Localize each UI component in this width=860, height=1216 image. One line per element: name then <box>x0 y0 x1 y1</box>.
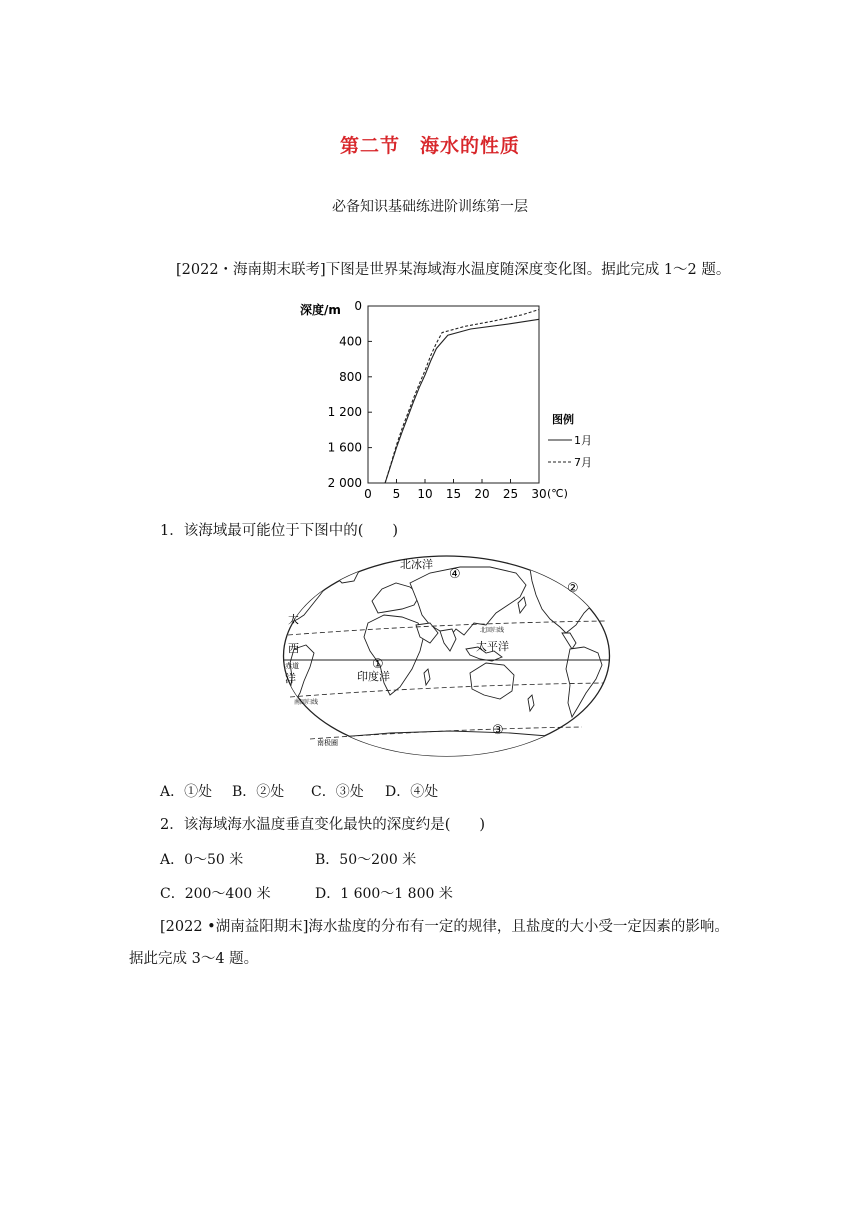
label-indian-ocean: 印度洋 <box>357 670 390 683</box>
intro-question-1-2: [2022・海南期末联考]下图是世界某海域海水温度随深度变化图。据此完成 1～2 题。 <box>176 262 731 278</box>
x-tick-label: 30 <box>531 487 547 501</box>
intro-question-3-4-line2: 据此完成 3～4 题。 <box>129 951 259 967</box>
marker-1: ① <box>372 657 384 672</box>
legend-title: 图例 <box>552 413 574 426</box>
label-equator: 赤道 <box>285 662 299 670</box>
x-tick-label: 0 <box>364 487 372 501</box>
q1-option-d: D．④处 <box>385 784 439 800</box>
intro-question-3-4-line1: [2022 •湖南益阳期末]海水盐度的分布有一定的规律，且盐度的大小受一定因素的影响。 <box>160 919 729 935</box>
question-1-stem: 1．该海域最可能位于下图中的( ) <box>160 523 399 539</box>
marker-3: ③ <box>492 723 504 738</box>
series-line-jul <box>385 310 539 483</box>
q2-option-c: C．200～400 米 <box>160 886 271 902</box>
section-subtitle: 必备知识基础练进阶训练第一层 <box>332 199 528 215</box>
q1-option-b: B．②处 <box>232 784 285 800</box>
y-tick-label: 0 <box>354 299 362 313</box>
x-tick-label: 5 <box>392 487 401 501</box>
label-antarctic-circle: 南极圈 <box>317 739 338 747</box>
label-tropic-capricorn: 南回归线 <box>294 699 319 706</box>
question-2-stem: 2．该海域海水温度垂直变化最快的深度约是( ) <box>160 817 486 833</box>
q2-option-d: D．1 600～1 800 米 <box>315 886 453 902</box>
x-tick-label: 10 <box>417 487 433 501</box>
legend-label-jan: 1月 <box>574 434 592 447</box>
label-atlantic-tai: 太 <box>288 613 299 626</box>
q1-option-c: C．③处 <box>311 784 364 800</box>
x-tick-label: 20 <box>474 487 490 501</box>
label-arctic-ocean: 北冰洋 <box>400 558 433 571</box>
q2-option-a: A．0～50 米 <box>160 852 244 868</box>
x-tick-label: 15 <box>445 487 462 501</box>
y-axis-label: 深度/m <box>300 303 341 317</box>
marker-4: ④ <box>449 567 461 582</box>
y-tick-label: 1 200 <box>327 405 362 420</box>
label-pacific-ocean: 太平洋 <box>476 640 509 653</box>
world-map <box>280 553 613 759</box>
x-axis-unit: (℃) <box>547 487 568 500</box>
label-atlantic-yang: 洋 <box>285 672 296 685</box>
series-line-jan <box>385 319 539 483</box>
y-tick-label: 1 600 <box>327 440 362 455</box>
label-tropic-cancer: 北回归线 <box>480 627 505 634</box>
marker-2: ② <box>567 581 579 596</box>
y-tick-label: 800 <box>339 369 362 384</box>
legend-label-jul: 7月 <box>574 456 592 469</box>
temperature-depth-chart <box>290 296 610 504</box>
section-title: 第二节 海水的性质 <box>339 135 520 157</box>
y-tick-label: 400 <box>339 334 362 349</box>
y-tick-label: 2 000 <box>327 476 362 490</box>
q1-option-a: A．①处 <box>160 784 213 800</box>
label-atlantic-xi: 西 <box>288 642 299 655</box>
x-tick-label: 25 <box>502 487 519 501</box>
q2-option-b: B．50～200 米 <box>315 852 417 868</box>
